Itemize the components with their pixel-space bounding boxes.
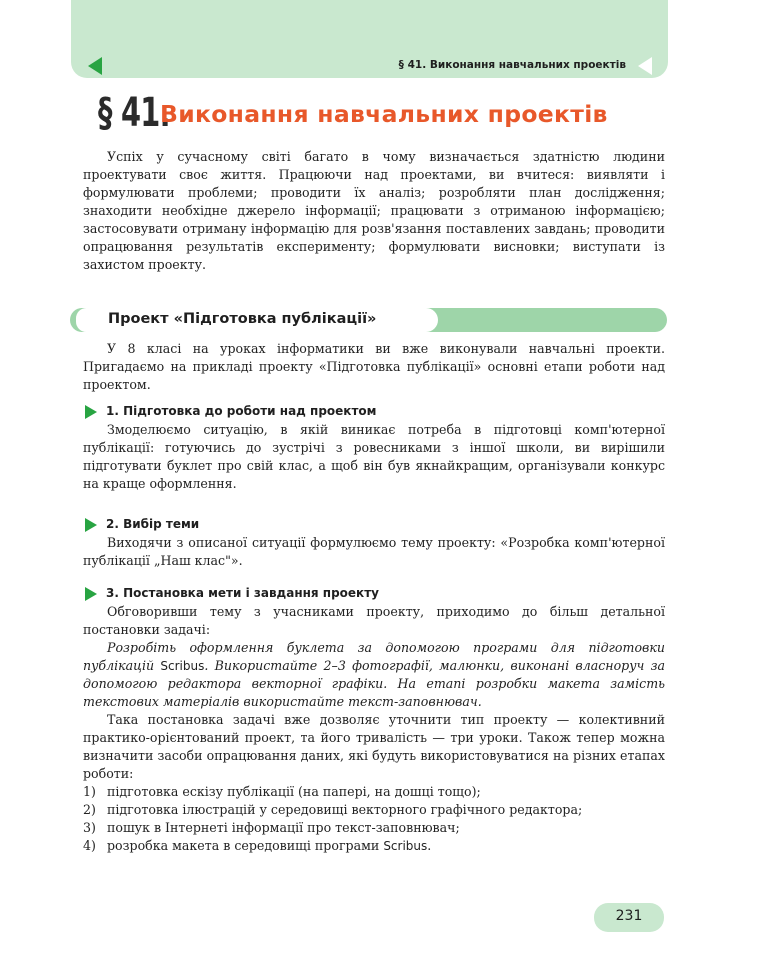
previous-arrow-icon[interactable] — [88, 57, 102, 75]
list-item-app-name: Scribus — [383, 839, 428, 853]
intro-paragraph: Успіх у сучасному світі багато в чому визначається здатністю людини проектувати своє життя. Працюючи над проектами, ви вчитеся: виявляти і формулювати проблеми; проводити їх аналіз; розробляти план дослідження; знаходити необхідне джерело інформації; працювати з отриманою інформацією; застосовувати отриману інформацію для розв'язання поставлених завдань; проводити опрацювання результатів експерименту; формулювати висновки; виступати із захистом проекту. — [83, 149, 665, 272]
step-3-text: Обговоривши тему з учасниками проекту, приходимо до більш детальної постановки задачі: — [83, 604, 665, 637]
step-2-arrow-icon — [85, 518, 97, 532]
list-item-text — [107, 837, 431, 855]
list-item-text-main: розробка макета в середовищі програми — [107, 838, 384, 853]
list-item-text-tail: . — [427, 838, 432, 853]
list-item-number: 3) — [83, 820, 96, 835]
step-1-arrow-icon — [85, 405, 97, 419]
section-title: Проект «Підготовка публікації» — [108, 311, 377, 327]
list-item-text: підготовка ілюстрацій у середовищі векторного графічного редактора; — [107, 802, 583, 817]
chapter-title: Виконання навчальних проектів — [160, 100, 608, 128]
step-3-followup: Така постановка задачі вже дозволяє уточнити тип проекту — колективний практико-орієнтований проект, та його тривалість — три уроки. Також тепер можна визначити засоби опрацювання даних, які будуть використовуватися на різних етапах роботи: — [83, 712, 665, 781]
step-1-heading: 1. Підготовка до роботи над проектом — [106, 404, 377, 418]
task-app-name: Scribus — [160, 659, 205, 673]
step-1-text: Змоделюємо ситуацію, в якій виникає потреба в підготовці комп'ютерної публікації: готуючись до зустрічі з ровесниками з іншої школи, ви вирішили підготувати буклет про свій клас, а щоб він був якнайкращим, організували конкурс на краще оформлення. — [83, 422, 665, 491]
list-item-number: 4) — [83, 838, 96, 853]
list-item-text: пошук в Інтернеті інформації про текст-заповнювач; — [107, 820, 460, 835]
chapter-number: § 41. — [98, 90, 170, 136]
list-item-number: 2) — [83, 802, 96, 817]
step-3-arrow-icon — [85, 587, 97, 601]
step-3-heading: 3. Постановка мети і завдання проекту — [106, 586, 379, 600]
list-item-number: 1) — [83, 784, 96, 799]
running-head: § 41. Виконання навчальних проектів — [398, 59, 626, 71]
page-number: 231 — [615, 908, 643, 924]
list-item-text: підготовка ескізу публікації (на папері, на дошці тощо); — [107, 784, 481, 799]
task-statement — [83, 639, 665, 711]
step-2-text: Виходячи з описаної ситуації формулюємо тему проекту: «Розробка комп'ютерної публікації „Наш клас"». — [83, 535, 665, 568]
task-statement-part-2: . Використайте 2–3 фотографії, малюнки, виконані власноруч за допомогою редактора векторної графіки. На етапі розробки макета замість текстових матеріалів використайте текст-заповнювач. — [83, 658, 665, 709]
step-2-heading: 2. Вибір теми — [106, 517, 200, 531]
next-arrow-icon[interactable] — [638, 57, 652, 75]
task-statement-part-1: Розробіть оформлення буклета за допомогою програми для підготовки публікацій — [83, 640, 665, 673]
section-intro-paragraph: У 8 класі на уроках інформатики ви вже виконували навчальні проекти. Пригадаємо на прикладі проекту «Підготовка публікації» основні етапи роботи над проектом. — [83, 341, 665, 392]
